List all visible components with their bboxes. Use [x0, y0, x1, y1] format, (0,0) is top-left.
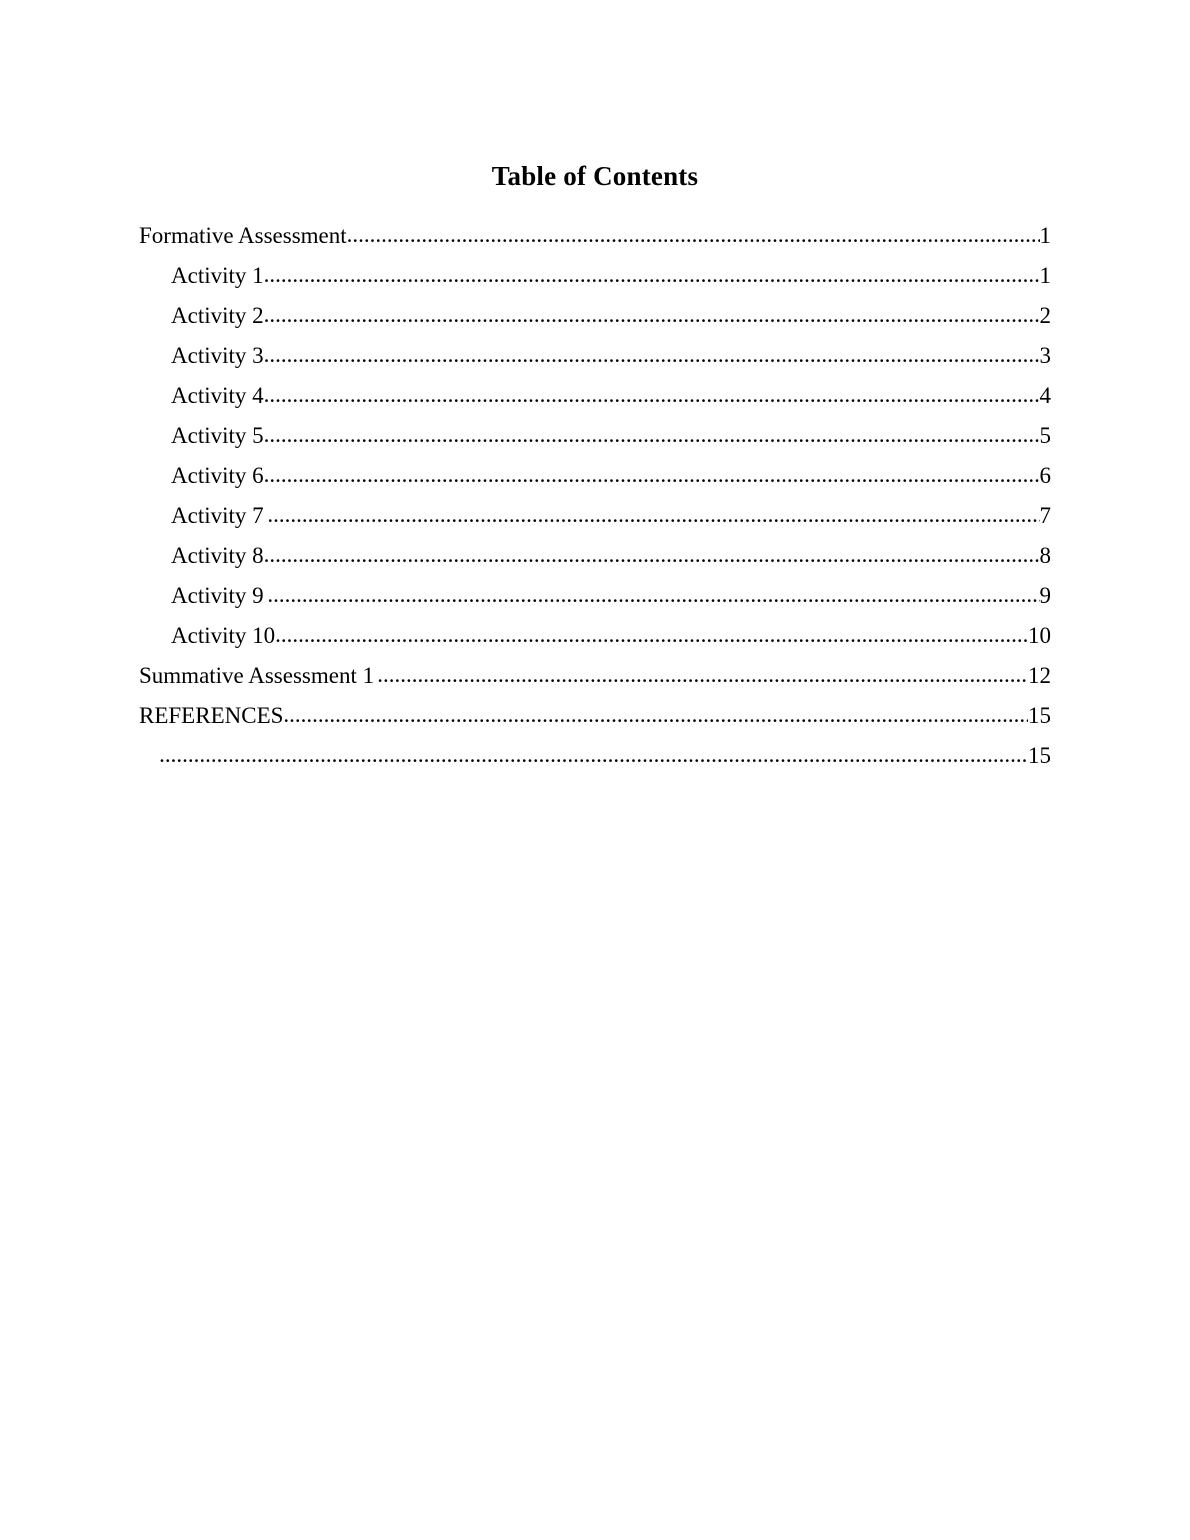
- toc-entry[interactable]: [139, 504, 1051, 544]
- toc-entry-page: 15: [1028, 744, 1051, 769]
- toc-entry-label: Activity 8: [171, 544, 264, 569]
- toc-leader-dots: [159, 744, 1028, 766]
- toc-leader-dots: [275, 624, 1028, 646]
- toc-entry[interactable]: [139, 344, 1051, 384]
- toc-entry[interactable]: [139, 464, 1051, 504]
- toc-entry[interactable]: [139, 304, 1051, 344]
- toc-entry[interactable]: [139, 744, 1051, 784]
- toc-entry-label: Formative Assessment: [139, 224, 347, 249]
- toc-entry[interactable]: [139, 664, 1051, 704]
- toc-entry-page: 10: [1028, 624, 1051, 649]
- toc-entry-label: Activity 2: [171, 304, 264, 329]
- toc-entry-page: 9: [1039, 584, 1051, 609]
- toc-entry[interactable]: [139, 544, 1051, 584]
- toc-leader-dots: [264, 424, 1040, 446]
- toc-entry-page: 8: [1039, 544, 1051, 569]
- toc-entry-label: Activity 1: [171, 264, 264, 289]
- toc-entry-label: REFERENCES: [139, 704, 284, 729]
- toc-leader-dots: [264, 344, 1040, 366]
- toc-entry[interactable]: [139, 704, 1051, 744]
- toc-leader-dots: [347, 224, 1040, 246]
- toc-entry-page: 6: [1039, 464, 1051, 489]
- toc-entry-page: 4: [1039, 384, 1051, 409]
- toc-entry-label: Summative Assessment 1: [139, 664, 375, 689]
- toc-entry-page: 1: [1039, 264, 1051, 289]
- toc-entry[interactable]: [139, 224, 1051, 264]
- toc-leader-dots: [267, 584, 1039, 606]
- toc-entry-page: 3: [1039, 344, 1051, 369]
- page-title: Table of Contents: [491, 161, 699, 191]
- toc-leader-dots: [264, 264, 1040, 286]
- toc-entry-label: Activity 7: [171, 504, 264, 529]
- toc-entry-page: 7: [1039, 504, 1051, 529]
- toc-entry[interactable]: [139, 624, 1051, 664]
- toc-entry-page: 1: [1039, 224, 1051, 249]
- toc-leader-dots: [264, 384, 1040, 406]
- toc-entry[interactable]: [139, 584, 1051, 624]
- toc-entry-label: Activity 5: [171, 424, 264, 449]
- toc-entry[interactable]: [139, 264, 1051, 304]
- toc-leader-dots: [264, 304, 1040, 326]
- toc-leader-dots: [264, 464, 1040, 486]
- toc-entry-label: Activity 6: [171, 464, 264, 489]
- toc-leader-dots: [377, 664, 1028, 686]
- toc-entry-page: 15: [1028, 704, 1051, 729]
- toc-entry-label: Activity 4: [171, 384, 264, 409]
- toc-entry-label: Activity 3: [171, 344, 264, 369]
- toc-leader-dots: [267, 504, 1039, 526]
- toc-entry-page: 2: [1039, 304, 1051, 329]
- toc-leader-dots: [264, 544, 1040, 566]
- toc-entry-page: 5: [1039, 424, 1051, 449]
- table-of-contents-list: [139, 224, 1051, 784]
- toc-entry[interactable]: [139, 384, 1051, 424]
- toc-entry-page: 12: [1028, 664, 1051, 689]
- toc-entry-label: Activity 10: [171, 624, 276, 649]
- toc-entry-label: Activity 9: [171, 584, 264, 609]
- toc-leader-dots: [283, 704, 1028, 726]
- toc-entry[interactable]: [139, 424, 1051, 464]
